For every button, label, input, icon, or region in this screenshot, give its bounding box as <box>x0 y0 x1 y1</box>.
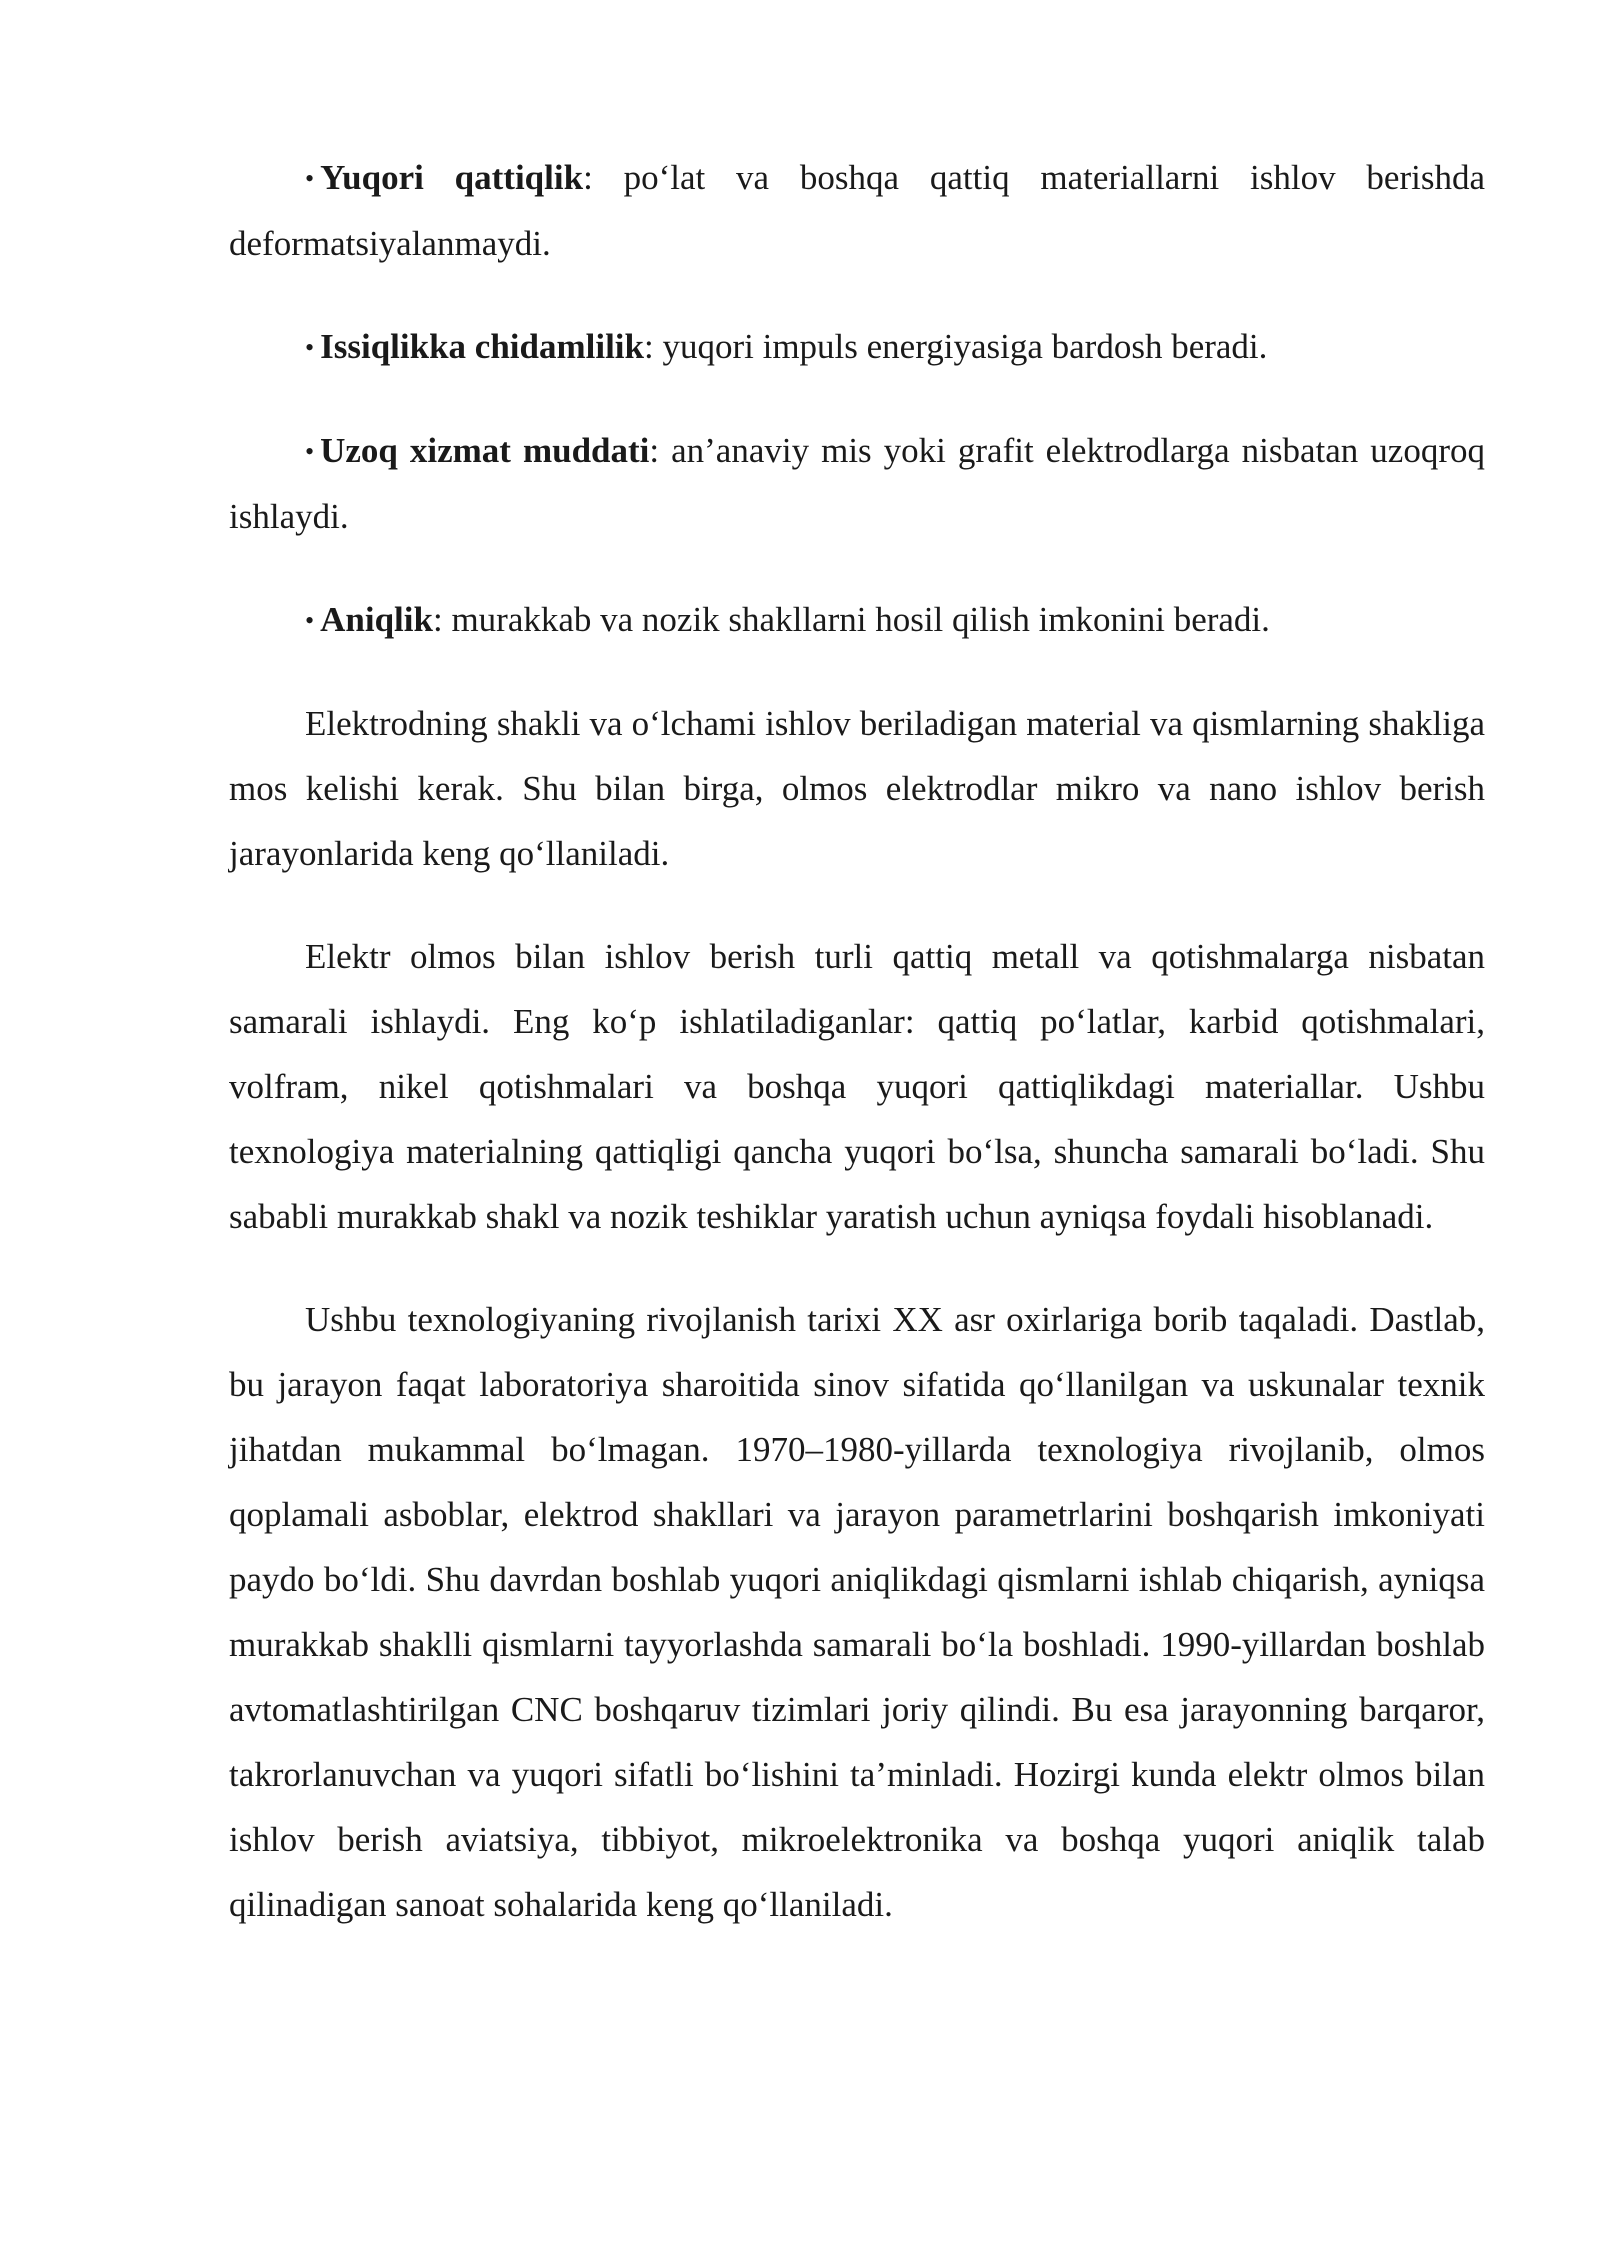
bullet-text: : murakkab va nozik shakllarni hosil qilish imkonini beradi. <box>432 600 1270 639</box>
bullet-text: : an’anaviy mis yoki grafit elektrodlarga nisbatan uzoqroq ishlaydi. <box>229 431 1485 536</box>
bullet-item-service-life <box>229 418 1485 549</box>
bullet-term: Uzoq xizmat muddati <box>320 431 650 470</box>
bullet-icon: • <box>305 333 315 362</box>
bullet-text: : yuqori impuls energiyasiga bardosh beradi. <box>644 327 1268 366</box>
bullet-item-precision <box>229 587 1485 653</box>
bullet-icon: • <box>305 606 315 635</box>
bullet-icon: • <box>305 437 315 466</box>
bullet-text: : po‘lat va boshqa qattiq materiallarni ishlov berishda deformatsiyalanmaydi. <box>229 158 1485 263</box>
bullet-term: Aniqlik <box>320 600 433 639</box>
paragraph-electrode-shape: Elektrodning shakli va o‘lchami ishlov beriladigan material va qismlarning shakliga mos kelishi kerak. Shu bilan birga, olmos elektrodlar mikro va nano ishlov berish jarayonlarida keng qo‘llaniladi. <box>229 704 1485 873</box>
bullet-icon: • <box>305 164 315 193</box>
paragraph-materials: Elektr olmos bilan ishlov berish turli qattiq metall va qotishmalarga nisbatan samarali ishlaydi. Eng ko‘p ishlatiladiganlar: qattiq po‘latlar, karbid qotishmalari, volfram, nikel qotishmalari va boshqa yuqori qattiqlikdagi materiallar. Ushbu texnologiya materialning qattiqligi qancha yuqori bo‘lsa, shuncha samarali bo‘ladi. Shu sababli murakkab shakl va nozik teshiklar yaratish uchun ayniqsa foydali hisoblanadi. <box>229 937 1485 1236</box>
document-page <box>229 145 1485 1975</box>
bullet-item-heat-resistance <box>229 314 1485 380</box>
bullet-term: Issiqlikka chidamlilik <box>320 327 644 366</box>
bullet-item-hardness <box>229 145 1485 276</box>
paragraph-history: Ushbu texnologiyaning rivojlanish tarixi XX asr oxirlariga borib taqaladi. Dastlab, bu jarayon faqat laboratoriya sharoitida sinov sifatida qo‘llanilgan va uskunalar texnik jihatdan mukammal bo‘lmagan. 1970–1980-yillarda texnologiya rivojlanib, olmos qoplamali asboblar, elektrod shakllari va jarayon parametrlarini boshqarish imkoniyati paydo bo‘ldi. Shu davrdan boshlab yuqori aniqlikdagi qismlarni ishlab chiqarish, ayniqsa murakkab shaklli qismlarni tayyorlashda samarali bo‘la boshladi. 1990-yillardan boshlab avtomatlashtirilgan CNC boshqaruv tizimlari joriy qilindi. Bu esa jarayonning barqaror, takrorlanuvchan va yuqori sifatli bo‘lishini ta’minladi. Hozirgi kunda elektr olmos bilan ishlov berish aviatsiya, tibbiyot, mikroelektronika va boshqa yuqori aniqlik talab qilinadigan sanoat sohalarida keng qo‘llaniladi. <box>229 1300 1485 1924</box>
bullet-term: Yuqori qattiqlik <box>320 158 584 197</box>
